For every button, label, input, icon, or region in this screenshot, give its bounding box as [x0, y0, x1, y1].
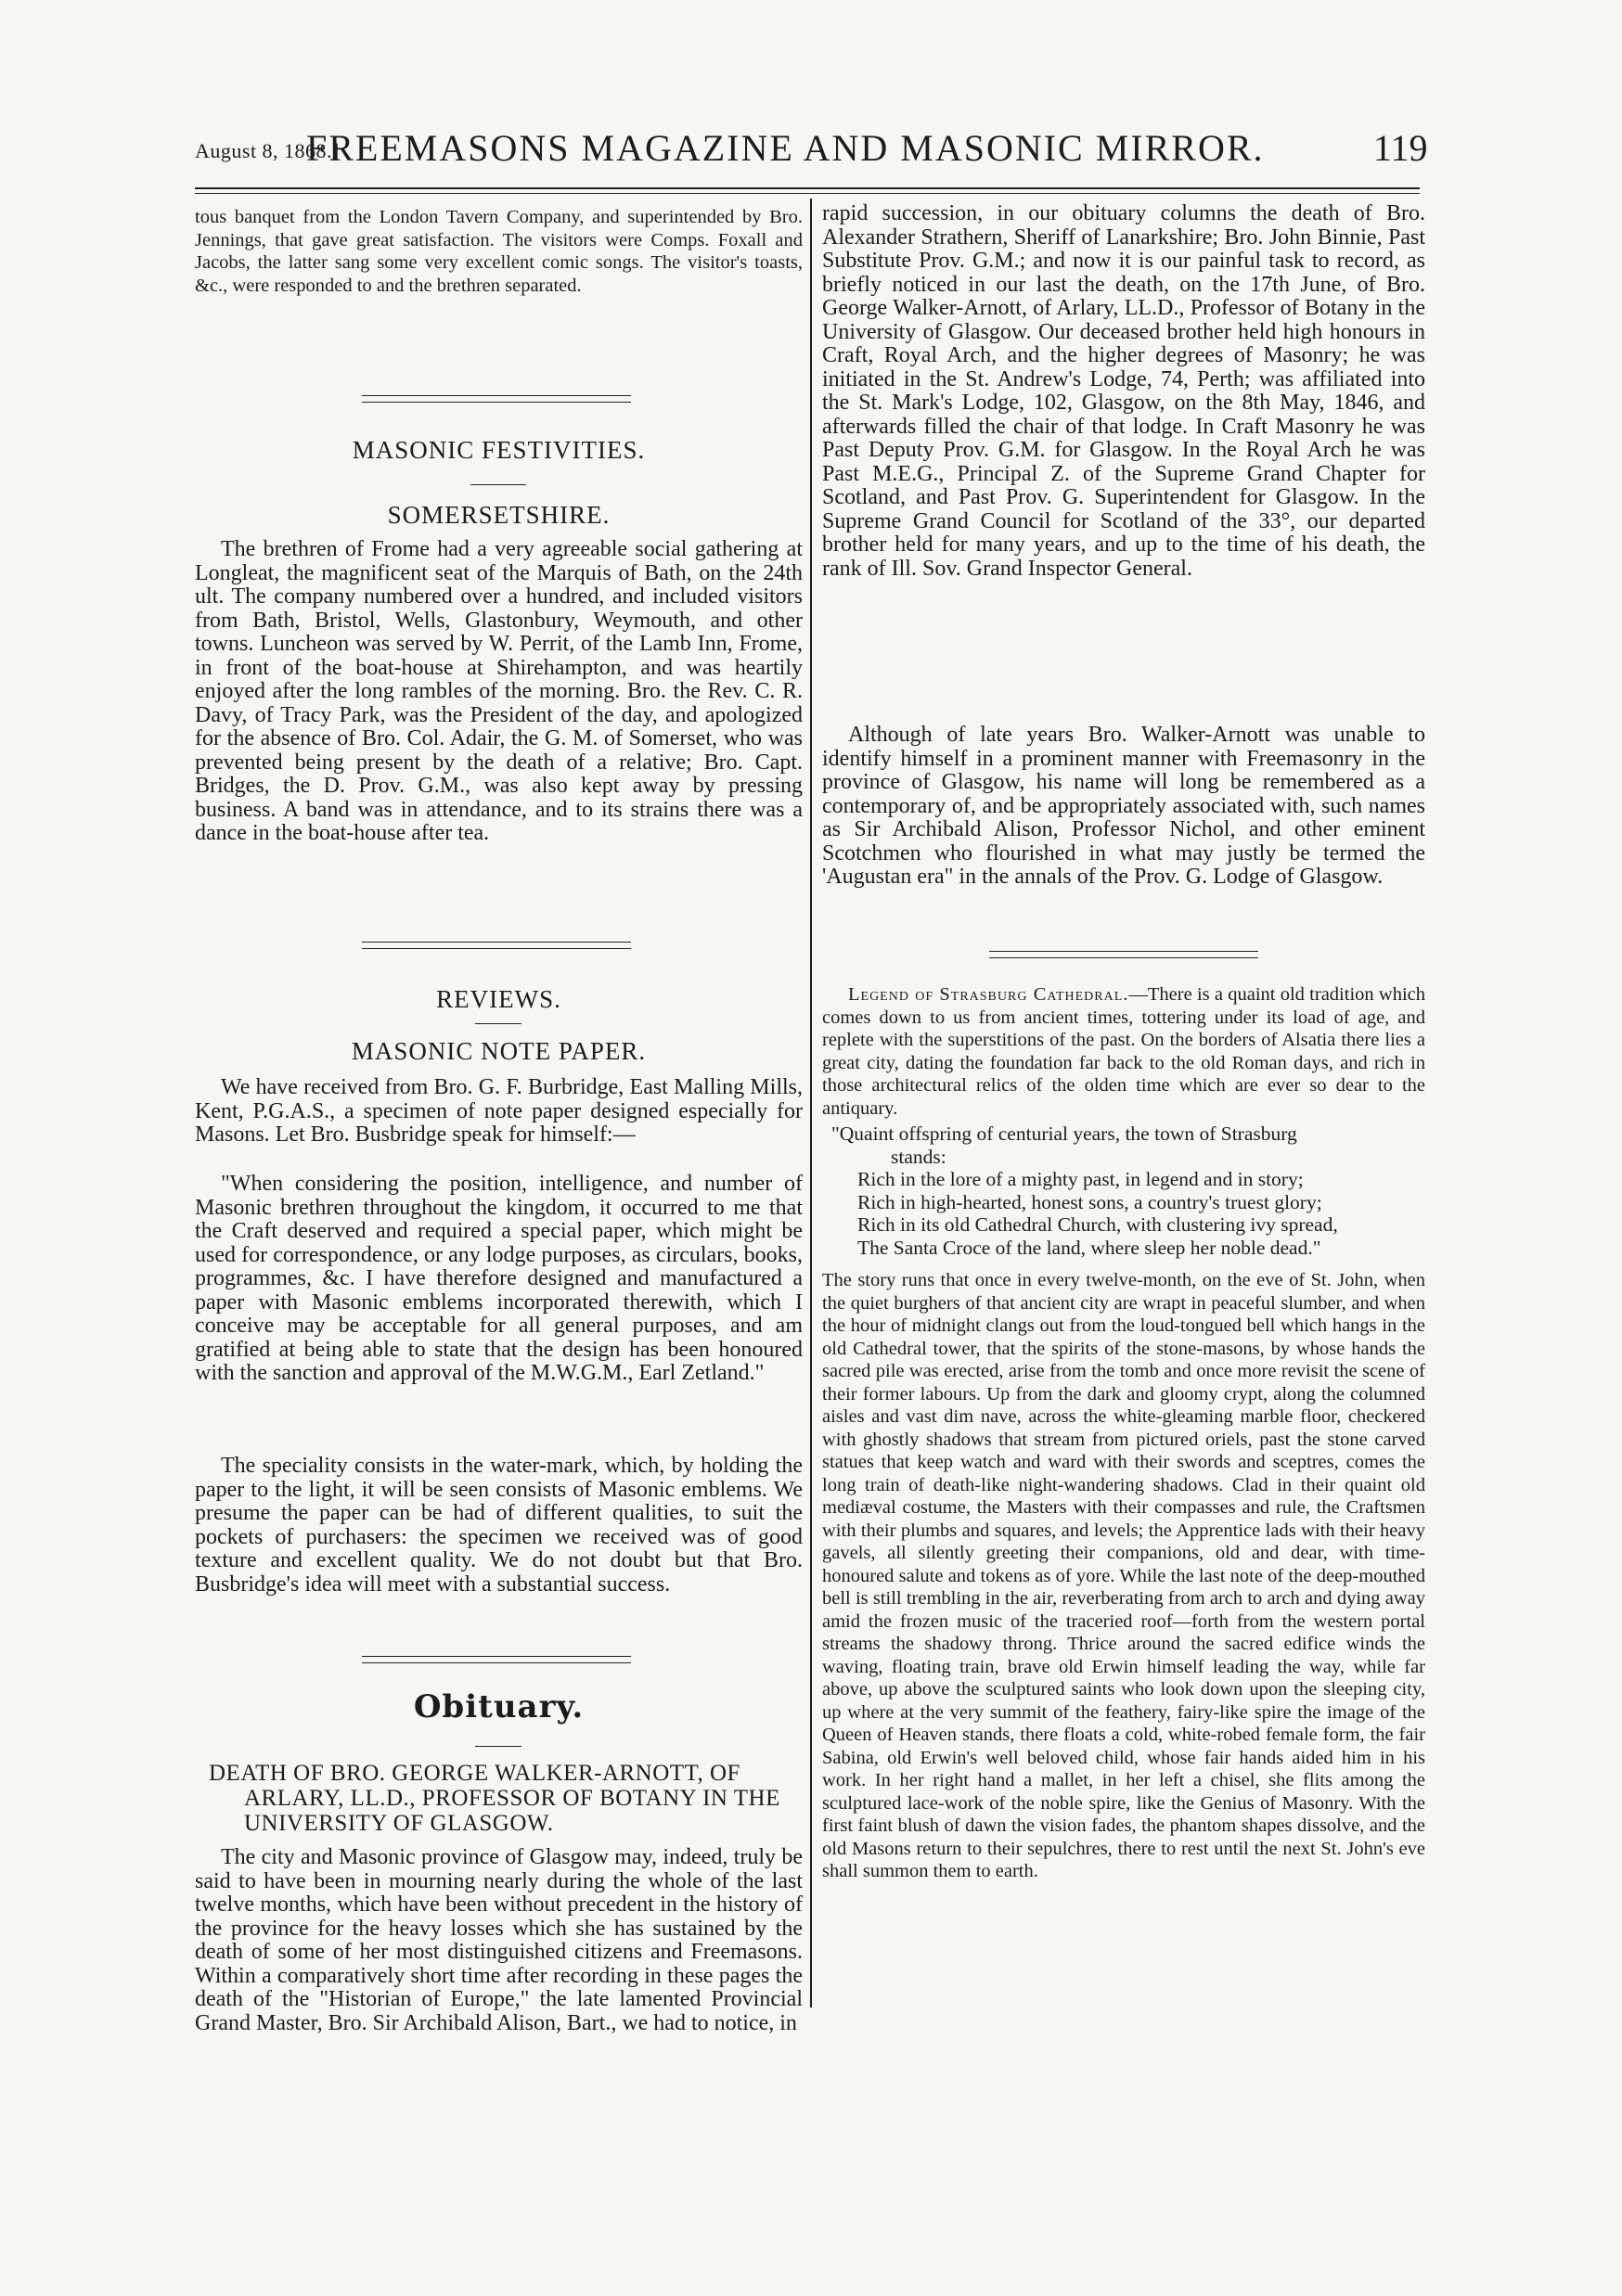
legend-title: Legend of Strasburg Cathedral. — [848, 984, 1129, 1005]
festivities-heading: MASONIC FESTIVITIES. — [352, 436, 646, 464]
poem-line: The Santa Croce of the land, where sleep her noble dead." — [857, 1236, 1321, 1259]
section-divider — [362, 1656, 631, 1663]
section-divider — [989, 951, 1258, 958]
poem-line: "Quaint offspring of centurial years, the town of Strasburg — [831, 1122, 1297, 1145]
reviews-paragraph-1: We have received from Bro. G. F. Burbridge, East Malling Mills, Kent, P.G.A.S., a specimen of note paper designed especially for Masons. Let Bro. Busbridge speak for himself:— — [195, 1075, 803, 1147]
legend-intro-text: —There is a quaint old tradition which comes down to us from ancient times, tottering under its load of age, and replete with the superstitions of the past. On the borders of Alsatia there lies a great city, dating the foundation far back to the old Roman days, and rich in those architectural relics of the olden time which are ever so dear to the antiquary. — [822, 984, 1425, 1119]
heading-rule — [475, 1746, 521, 1747]
section-divider — [362, 395, 631, 403]
reviews-paragraph-3: The speciality consists in the water-mark, which, by holding the paper to the light, it will be seen consists of Masonic emblems. We presume the paper can be had of different qualities, to suit the pockets of purchasers: the specimen we received was of good texture and excellent quality. We do not doubt but that Bro. Busbridge's idea will meet with a substantial success. — [195, 1454, 803, 1597]
reviews-paragraph-2: "When considering the position, intelligence, and number of Masonic brethren throughout the kingdom, it occurred to me that the Craft deserved and required a special paper, which might be used for correspondence, or any lodge purposes, as circulars, books, programmes, &c. I have therefore designed and manufactured a paper with Masonic emblems incorporated therewith, which I conceive may be acceptable for all general purposes, and am gratified at being able to state that the design has been honoured with the sanction and approval of the M.W.G.M., Earl Zetland." — [195, 1172, 803, 1385]
somerset-paragraph: The brethren of Frome had a very agreeable social gathering at Longleat, the magnificent seat of the Marquis of Bath, on the 24th ult. The company numbered over a hundred, and included visitors from Bath, Bristol, Wells, Glastonbury, Weymouth, and other towns. Luncheon was served by W. Perrit, of the Lamb Inn, Frome, in front of the boat-house at Shirehampton, and was heartily enjoyed after the long rambles of the morning. Bro. the Rev. C. R. Davy, of Tracy Park, was the President of the day, and apologized for the absence of Bro. Col. Adair, the G. M. of Somerset, who was prevented being present by the death of a relative; Bro. Capt. Bridges, the D. Prov. G.M., was also kept away by pressing business. A band was in attendance, and to its strains there was a dance in the boat-house after tea. — [195, 537, 803, 845]
header-title: FREEMASONS MAGAZINE AND MASONIC MIRROR. — [306, 127, 1265, 169]
page-number: 119 — [1373, 127, 1428, 169]
note-paper-heading: MASONIC NOTE PAPER. — [351, 1037, 647, 1065]
intro-paragraph: tous banquet from the London Tavern Company, and superintended by Bro. Jennings, that gave great satisfaction. The visitors were Comps. Foxall and Jacobs, the latter sang some very excellent comic songs. The visitor's toasts, &c., were responded to and the brethren separated. — [195, 207, 803, 296]
death-heading: DEATH OF BRO. GEORGE WALKER-ARNOTT, OF ARLARY, LL.D., PROFESSOR OF BOTANY IN THE UNIVERSITY OF GLASGOW. — [209, 1761, 780, 1836]
poem — [831, 1122, 1425, 1259]
section-divider — [362, 942, 631, 949]
column-divider — [810, 199, 812, 2007]
obituary-paragraph-2: Although of late years Bro. Walker-Arnott was unable to identify himself in a prominent manner with Freemasonry in the province of Glasgow, his name will long be remembered as a contemporary of, and be appropriately associated with, such names as Sir Archibald Alison, Professor Nichol, and other eminent Scotchmen who flourished in what may justly be termed the 'Augustan era" in the annals of the Prov. G. Lodge of Glasgow. — [822, 723, 1425, 889]
header-date: August 8, 1868.] — [195, 139, 340, 162]
obituary-heading: Obituary. — [413, 1688, 585, 1725]
obituary-paragraph-1: The city and Masonic province of Glasgow may, indeed, truly be said to have been in mourning nearly during the whole of the last twelve months, which have been without precedent in the history of the province for the heavy losses which she has sustained by the death of some of her most distinguished citizens and Freemasons. Within a comparatively short time after recording in these pages the death of the "Historian of Europe," the late lamented Provincial Grand Master, Bro. Sir Archibald Alison, Bart., we had to notice, in — [195, 1845, 803, 2035]
somersetshire-heading: SOMERSETSHIRE. — [387, 501, 611, 529]
poem-line: Rich in its old Cathedral Church, with clustering ivy spread, — [857, 1213, 1338, 1236]
header-rule-thin — [195, 193, 1420, 194]
heading-rule — [475, 1023, 521, 1024]
heading-rule — [470, 484, 526, 485]
poem-line: stands: — [891, 1145, 946, 1168]
header-rule — [195, 187, 1420, 189]
poem-line: Rich in the lore of a mighty past, in legend and in story; — [857, 1168, 1304, 1190]
legend-intro — [822, 983, 1425, 1120]
reviews-heading: REVIEWS. — [436, 985, 561, 1013]
obituary-continuation: rapid succession, in our obituary columns the death of Bro. Alexander Strathern, Sheriff of Lanarkshire; Bro. John Binnie, Past Substitute Prov. G.M.; and now it is our painful task to record, as briefly noticed in our last the death, on the 17th June, of Bro. George Walker-Arnott, of Arlary, LL.D., Professor of Botany in the University of Glasgow. Our deceased brother held high honours in Craft, Royal Arch, and the higher degrees of Masonry; he was initiated in the St. Andrew's Lodge, 74, Perth; was affiliated into the St. Mark's Lodge, 102, Glasgow, on the 8th May, 1846, and afterwards filled the chair of that lodge. In Craft Masonry he was Past Deputy Prov. G.M. for Glasgow. In the Royal Arch he was Past M.E.G., Principal Z. of the Supreme Grand Chapter for Scotland, and Past Prov. G. Superintendent for Glasgow. In the Supreme Grand Council for Scotland of the 33°, our departed brother held for many years, and up to the time of his death, the rank of Ill. Sov. Grand Inspector General. — [822, 201, 1425, 581]
story-paragraph: The story runs that once in every twelve-month, on the eve of St. John, when the quiet burghers of that ancient city are wrapt in peaceful slumber, and when the hour of midnight clangs out from the loud-tongued bell which hangs in the old Cathedral tower, that the spirits of the stone-masons, by whose hands the sacred pile was erected, arise from the tomb and once more revisit the scene of their former labours. Up from the dark and gloomy crypt, along the columned aisles and vast dim nave, across the white-gleaming marble floor, checkered with ghostly shadows that stream from pictured oriels, past the stone carved statues that keep watch and ward with their swords and sceptres, comes the long train of death-like night-wandering shadows. Clad in their quaint old mediæval costume, the Masters with their compasses and rule, the Craftsmen with their plumbs and squares, and levels; the Apprentice lads with their heavy gavels, all silently greeting their companions, old and dear, with time-honoured salute and tokens as of yore. While the last note of the deep-mouthed bell is still trembling in the air, reverberating from arch to arch and dying away amid the frozen music of the traceried roof—forth from the western portal streams the shadowy throng. Thrice around the sacred edifice winds the waving, floating train, brave old Erwin himself leading the way, while far above, up above the sculptured saints who look down upon the sleeping city, up where at the very summit of the feathery, fairy-like spire the image of the Queen of Heaven stands, there floats a cold, white-robed female form, the fair Sabina, old Erwin's well beloved child, whose fair hands aided him in his work. In her right hand a mallet, in her left a chisel, she flits among the sculptured lace-work of the noble spire, like the Genius of Masonry. With the first faint blush of dawn the vision fades, the phantom shapes dissolve, and the old Masons return to their sepulchres, there to rest until the next St. John's eve shall summon them to earth. — [822, 1270, 1425, 1881]
poem-line: Rich in high-hearted, honest sons, a country's truest glory; — [857, 1190, 1322, 1213]
